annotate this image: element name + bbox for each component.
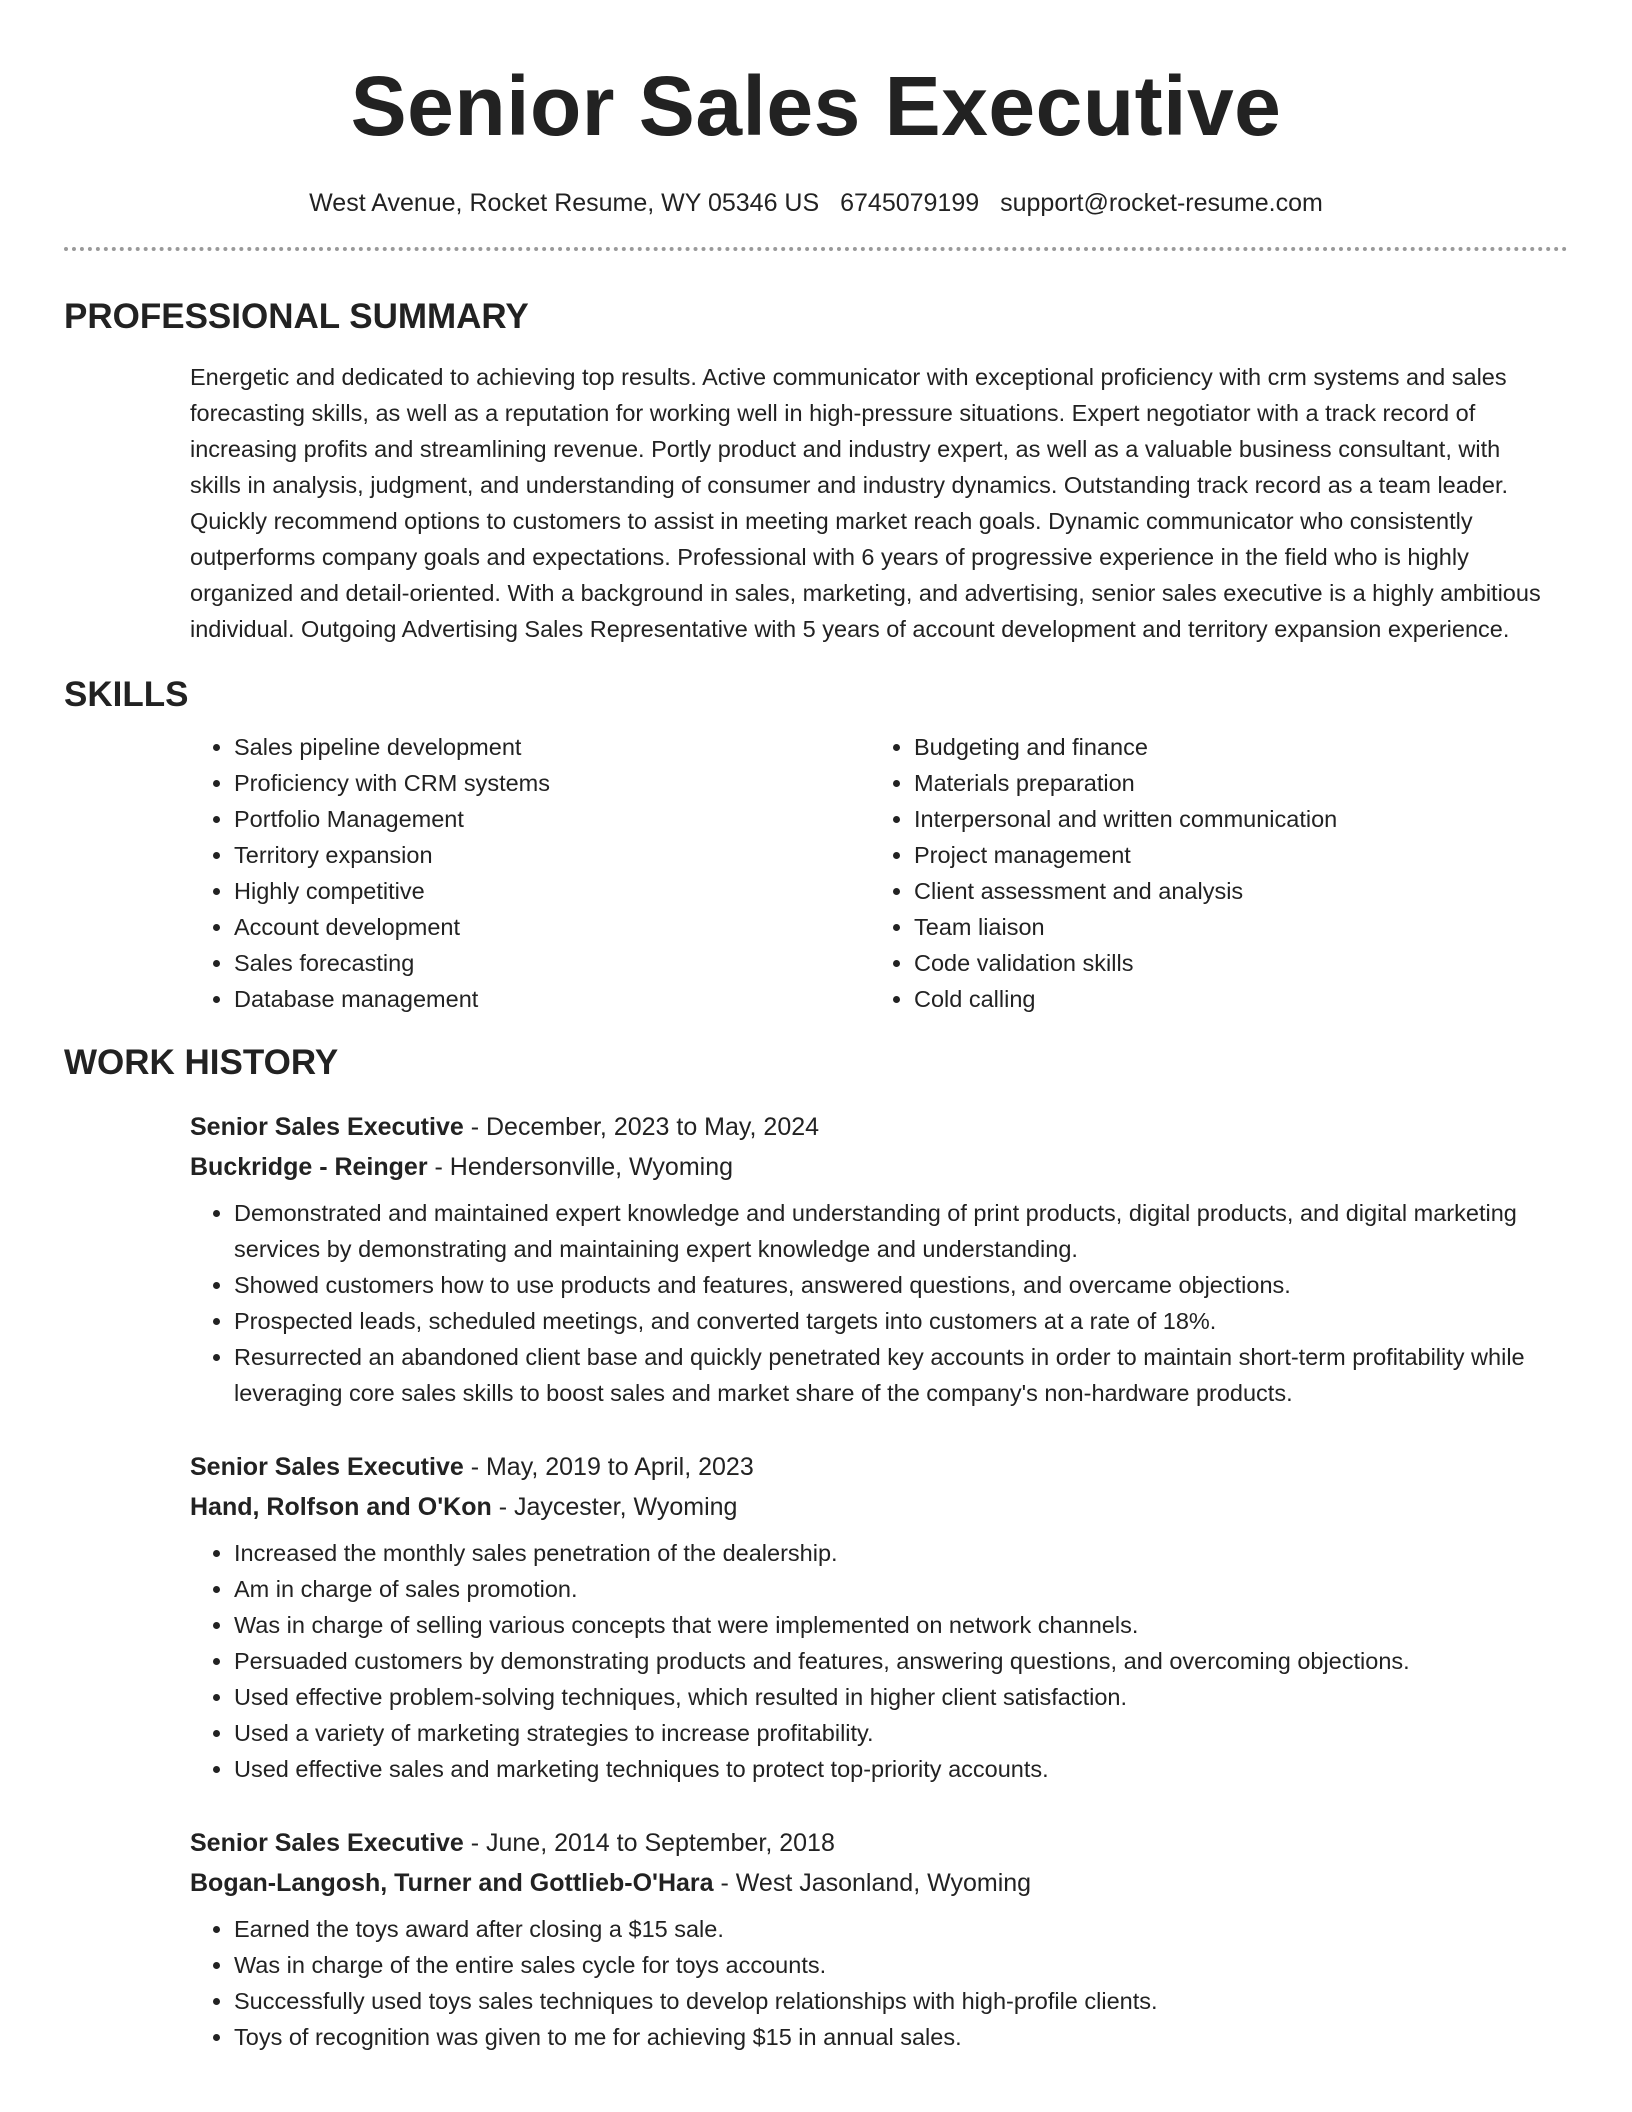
job-location: - West Jasonland, Wyoming	[713, 1869, 1032, 1897]
skill-item: • Interpersonal and written communication	[914, 801, 1337, 837]
skill-item: • Client assessment and analysis	[914, 873, 1337, 909]
job-role-line	[190, 1107, 1568, 1147]
job-bullet: • Was in charge of selling various concepts that were implemented on network channels.	[234, 1607, 1548, 1643]
job-role: Senior Sales Executive	[190, 1829, 464, 1857]
skill-item: • Sales pipeline development	[234, 729, 870, 765]
header-divider	[64, 247, 1568, 251]
contact-phone: 6745079199	[840, 189, 980, 217]
job-role: Senior Sales Executive	[190, 1453, 464, 1481]
job-company-line	[190, 1863, 1568, 1903]
job-bullet: • Demonstrated and maintained expert knowledge and understanding of print products, digital products, and digital marketing services by demonstrating and maintaining expert knowledge and understanding.	[234, 1195, 1548, 1267]
job-company: Hand, Rolfson and O'Kon	[190, 1493, 492, 1521]
job-company-line	[190, 1147, 1568, 1187]
work-history-heading: WORK HISTORY	[64, 1043, 339, 1082]
skill-item: • Budgeting and finance	[914, 729, 1337, 765]
job-role-line	[190, 1823, 1568, 1863]
job-bullet: • Used effective sales and marketing techniques to protect top-priority accounts.	[234, 1751, 1548, 1787]
job-bullets	[190, 1911, 1568, 2055]
job-location: - Hendersonville, Wyoming	[427, 1153, 734, 1181]
skill-item: • Sales forecasting	[234, 945, 870, 981]
job-entry	[190, 1823, 1568, 2055]
resume-page	[64, 0, 1568, 2055]
job-bullet: • Used effective problem-solving techniques, which resulted in higher client satisfaction.	[234, 1679, 1548, 1715]
skills-heading: SKILLS	[64, 675, 189, 714]
skill-item: • Territory expansion	[234, 837, 870, 873]
summary-heading: PROFESSIONAL SUMMARY	[64, 297, 529, 336]
candidate-title: Senior Sales Executive	[350, 59, 1282, 153]
job-bullet: • Was in charge of the entire sales cycle for toys accounts.	[234, 1947, 1548, 1983]
skill-item: • Account development	[234, 909, 870, 945]
skills-column-left	[190, 729, 870, 1017]
skill-item: • Project management	[914, 837, 1337, 873]
job-bullet: • Earned the toys award after closing a $15 sale.	[234, 1911, 1548, 1947]
job-company-line	[190, 1487, 1568, 1527]
job-role: Senior Sales Executive	[190, 1113, 464, 1141]
job-bullet: • Successfully used toys sales techniques to develop relationships with high-profile clients.	[234, 1983, 1548, 2019]
skill-item: • Highly competitive	[234, 873, 870, 909]
contact-address: West Avenue, Rocket Resume, WY 05346 US	[309, 189, 820, 217]
job-bullet: • Am in charge of sales promotion.	[234, 1571, 1548, 1607]
job-bullet: • Increased the monthly sales penetration of the dealership.	[234, 1535, 1548, 1571]
job-bullet: • Showed customers how to use products and features, answered questions, and overcame objections.	[234, 1267, 1548, 1303]
job-bullet: • Persuaded customers by demonstrating products and features, answering questions, and overcoming objections.	[234, 1643, 1548, 1679]
contact-line	[64, 186, 1568, 220]
job-dates: - December, 2023 to May, 2024	[463, 1113, 820, 1141]
job-dates: - June, 2014 to September, 2018	[463, 1829, 835, 1857]
job-bullet: • Used a variety of marketing strategies to increase profitability.	[234, 1715, 1548, 1751]
job-bullet: • Resurrected an abandoned client base and quickly penetrated key accounts in order to maintain short-term profitability while leveraging core sales skills to boost sales and market share of the company's non-hardware products.	[234, 1339, 1548, 1411]
job-company: Buckridge - Reinger	[190, 1153, 428, 1181]
job-bullet: • Toys of recognition was given to me for achieving $15 in annual sales.	[234, 2019, 1548, 2055]
skill-item: • Team liaison	[914, 909, 1337, 945]
job-company: Bogan-Langosh, Turner and Gottlieb-O'Hara	[190, 1869, 714, 1897]
job-bullets	[190, 1195, 1568, 1411]
job-entry	[190, 1107, 1568, 1411]
job-entry	[190, 1447, 1568, 1787]
job-location: - Jaycester, Wyoming	[491, 1493, 738, 1521]
skills-column-right	[870, 729, 1337, 1017]
job-bullets	[190, 1535, 1568, 1787]
skill-item: • Portfolio Management	[234, 801, 870, 837]
skill-item: • Materials preparation	[914, 765, 1337, 801]
resume-header	[64, 0, 1568, 220]
skills-list	[190, 729, 1568, 1017]
skill-item: • Cold calling	[914, 981, 1337, 1017]
job-role-line	[190, 1447, 1568, 1487]
skill-item: • Database management	[234, 981, 870, 1017]
job-bullet: • Prospected leads, scheduled meetings, and converted targets into customers at a rate of 18%.	[234, 1303, 1548, 1339]
skill-item: • Proficiency with CRM systems	[234, 765, 870, 801]
summary-text: Energetic and dedicated to achieving top results. Active communicator with exceptional proficiency with crm systems and sales forecasting skills, as well as a reputation for working well in high-pressure situations. Expert negotiator with a track record of increasing profits and streamlining revenue. Portly product and industry expert, as well as a valuable business consultant, with skills in analysis, judgment, and understanding of consumer and industry dynamics. Outstanding track record as a team leader. Quickly recommend options to customers to assist in meeting market reach goals. Dynamic communicator who consistently outperforms company goals and expectations. Professional with 6 years of progressive experience in the field who is highly organized and detail-oriented. With a background in sales, marketing, and advertising, senior sales executive is a highly ambitious individual. Outgoing Advertising Sales Representative with 5 years of account development and territory expansion experience.	[190, 364, 1541, 642]
work-history-list	[64, 1107, 1568, 2055]
job-dates: - May, 2019 to April, 2023	[463, 1453, 754, 1481]
contact-email: support@rocket-resume.com	[1000, 189, 1323, 217]
skill-item: • Code validation skills	[914, 945, 1337, 981]
